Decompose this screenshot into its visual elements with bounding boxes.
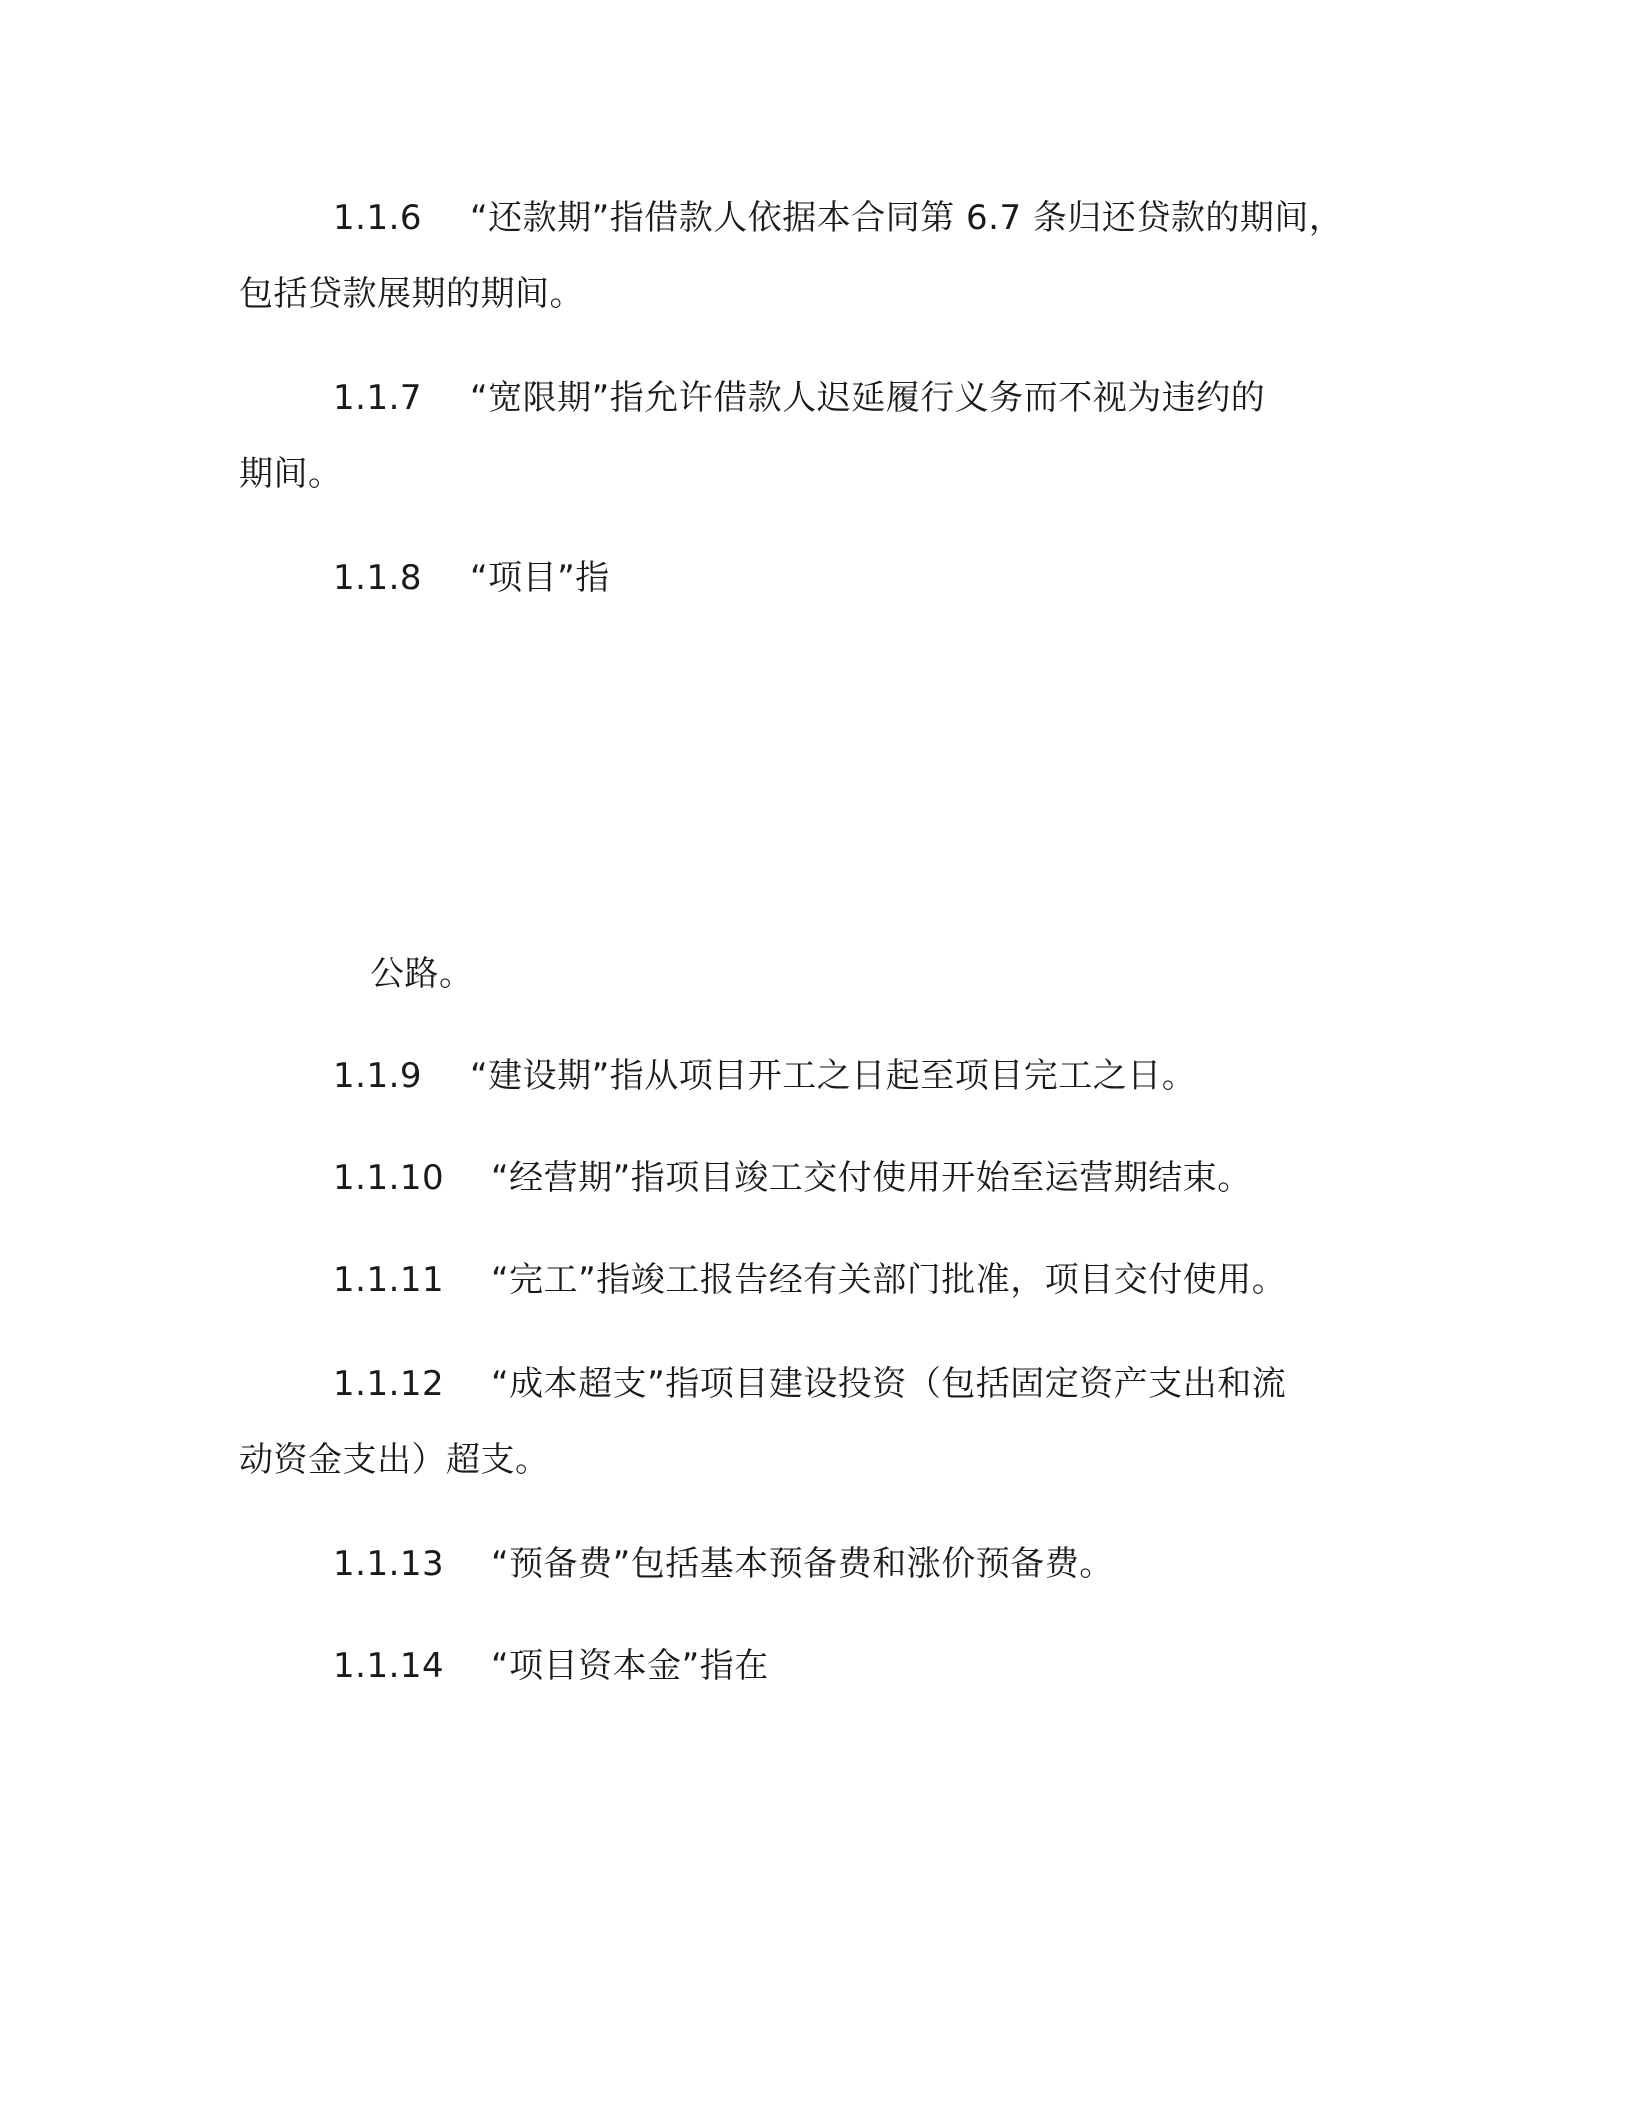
clause-term: “经营期” (491, 1158, 631, 1198)
clause-term: “还款期” (470, 198, 610, 238)
clause-1-1-11 (333, 1258, 1286, 1302)
clause-term: “项目资本金” (491, 1646, 700, 1686)
clause-number: 1.1.9 (333, 1056, 423, 1096)
clause-term: “预备费” (491, 1544, 631, 1584)
clause-1-1-6 (333, 196, 1343, 240)
clause-text: 指 (575, 558, 610, 598)
clause-1-1-7-continuation: 期间。 (239, 454, 343, 494)
clause-text: 包括基本预备费和涨价预备费。 (630, 1544, 1114, 1584)
clause-number: 1.1.6 (333, 198, 423, 238)
clause-text: 指借款人依据本合同第 6.7 条归还贷款的期间， (609, 198, 1344, 238)
clause-1-1-8-continuation: 公路。 (370, 954, 474, 994)
clause-term: “宽限期” (470, 378, 610, 418)
clause-1-1-7 (333, 376, 1265, 420)
clause-1-1-14 (333, 1644, 769, 1688)
clause-number: 1.1.10 (333, 1158, 445, 1198)
clause-1-1-8 (333, 556, 610, 600)
clause-term: “成本超支” (491, 1364, 666, 1404)
clause-number: 1.1.7 (333, 378, 423, 418)
clause-1-1-12-continuation: 动资金支出）超支。 (239, 1440, 550, 1480)
clause-text: 指允许借款人迟延履行义务而不视为违约的 (609, 378, 1266, 418)
clause-1-1-6-continuation: 包括贷款展期的期间。 (239, 274, 584, 314)
clause-1-1-13 (333, 1542, 1114, 1586)
clause-text: 指从项目开工之日起至项目完工之日。 (609, 1056, 1197, 1096)
clause-text: 指竣工报告经有关部门批准，项目交付使用。 (596, 1260, 1287, 1300)
clause-number: 1.1.11 (333, 1260, 445, 1300)
clause-1-1-12 (333, 1362, 1286, 1406)
clause-text: 指项目建设投资（包括固定资产支出和流 (665, 1364, 1287, 1404)
clause-number: 1.1.13 (333, 1544, 445, 1584)
clause-term: “建设期” (470, 1056, 610, 1096)
clause-text: 指在 (699, 1646, 769, 1686)
clause-text: 指项目竣工交付使用开始至运营期结束。 (630, 1158, 1252, 1198)
clause-number: 1.1.14 (333, 1646, 445, 1686)
clause-number: 1.1.8 (333, 558, 423, 598)
clause-1-1-9 (333, 1054, 1196, 1098)
clause-number: 1.1.12 (333, 1364, 445, 1404)
clause-term: “完工” (491, 1260, 597, 1300)
clause-1-1-10 (333, 1156, 1252, 1200)
clause-term: “项目” (470, 558, 576, 598)
